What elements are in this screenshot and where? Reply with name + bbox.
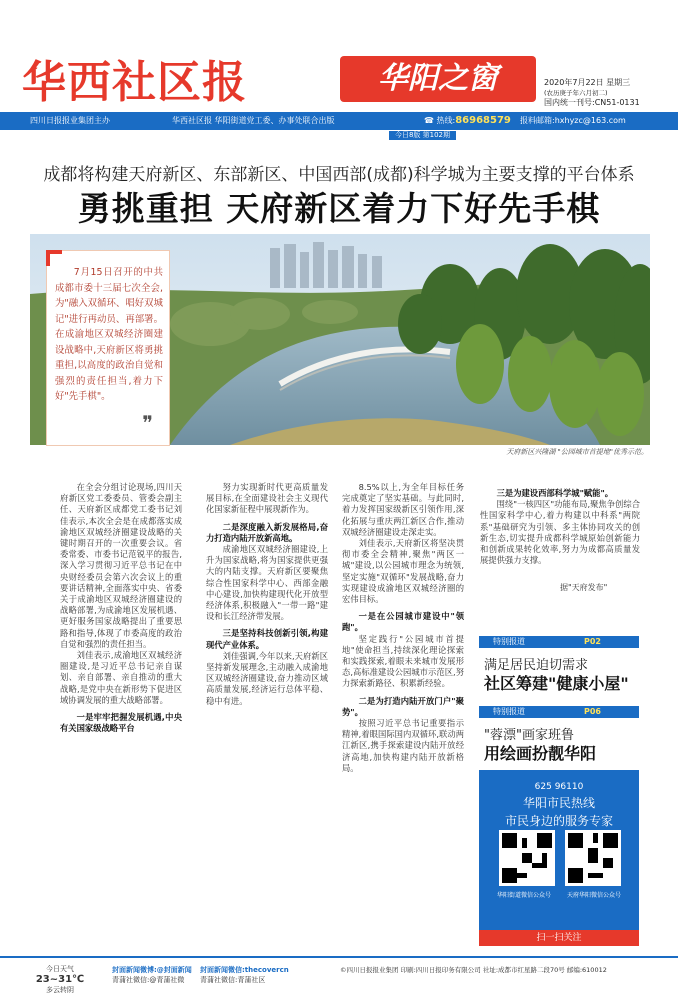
body-paragraph: 坚定践行"公园城市首提地"使命担当,持续深化理论探索和实践探索,着眼未来城市发展形态,高标准建设公园城市示范区,努力探索新路径、积累新经验。 [342, 633, 464, 689]
hotline-name: 华阳市民热线 [522, 796, 595, 810]
footer-legal: ©四川日报报业集团 印刷:四川日报印务有限公司 社址:成都市红星路二段70号 邮编:610012 [340, 966, 607, 974]
masthead-info [544, 78, 640, 108]
photo-caption: 天府新区兴隆湖 "公园城市首提地"优秀示范。 [506, 448, 648, 456]
edition-bar: 今日8版 第102期 [0, 130, 678, 140]
body-paragraph: 8.5%以上,为全年目标任务完成奠定了坚实基础。与此同时,着力发挥国家级新区引领作用,深化拓展与重庆两江新区合作,推动双城经济圈建设走深走实。 [342, 482, 464, 537]
qr-code-icon[interactable] [499, 830, 555, 886]
slogan: 华西社区报 华阳街道党工委、办事处联合出版 [172, 116, 335, 125]
footer [0, 956, 678, 1000]
lunar-date: (农历庚子年六月初二) [544, 89, 608, 97]
body-paragraph: 成渝地区双城经济圈建设,上升为国家战略,将为国家提供更强大的内陆支撑。天府新区要聚焦综合性国家科学中心、西部金融中心建设,加快构建现代化开放型经济体系,积极融入"一带一路"建设和长江经济带发展。 [206, 544, 328, 622]
qr1-caption: 华阳街道微信公众号 [496, 892, 551, 899]
body-paragraph: 按照习近平总书记重要指示精神,着眼国际国内双循环,联动两江新区,携手探索建设内陆开放经济高地,加快构建内陆开放新格局。 [342, 718, 464, 773]
publisher: 四川日报报业集团主办 [30, 116, 110, 125]
scan-label: 扫一扫关注 [479, 930, 639, 946]
qr2-caption: 天府华阳微信公众号 [566, 892, 621, 899]
weather [30, 964, 90, 995]
section-subhead: 二是深度融入新发展格局,奋力打造内陆开放新高地。 [206, 521, 328, 543]
promo-2-main[interactable]: 用绘画扮靓华阳 [484, 744, 597, 763]
section-subhead: 一是牢牢把握发展机遇,中央有关国家级战略平台 [60, 712, 182, 734]
body-paragraph: 努力实现新时代更高质量发展目标,在全面建设社会主义现代化国家新征程中展现新作为。 [206, 482, 328, 515]
body-paragraph: 围绕"一核四区"功能布局,聚焦争创综合性国家科学中心,着力构建以中科系"两院系"基础研究为引领、多主体协同攻关的创新生态,切实提升成都科学城原始创新能力和创新成果转化效率,努力为成都高质量发展提供强力支撑。 [480, 499, 640, 566]
body-column-3 [342, 482, 464, 774]
lead-corner-accent [46, 250, 62, 266]
section-subhead: 一是在公园城市建设中"领跑"。 [342, 611, 464, 633]
promo-tag-1: 特别报道 P02 [479, 636, 639, 648]
section-subhead: 二是为打造内陆开放门户"聚势"。 [342, 695, 464, 717]
footer-weibo: 封面新闻微博:@封面新闻 青蒲社微信:@青蒲社微 [112, 966, 192, 984]
body-paragraph: 刘佳表示,天府新区将坚决贯彻市委全会精神,聚焦"两区一城"建设,以公园城市理念为统领,坚定实施"双循环"发展战略,奋力实现建设成渝地区双城经济圈的宏伟目标。 [342, 538, 464, 605]
body-paragraph: 刘佳强调,今年以来,天府新区坚持新发展理念,主动融入成渝地区双城经济圈建设,奋力推动区域高质量发展,经济运行总体平稳、稳中有进。 [206, 650, 328, 706]
source-credit: 据"天府发布" [560, 583, 608, 592]
promo-2-sub[interactable]: "蓉漂"画家班鲁 [484, 728, 574, 743]
weather-desc: 多云转阴 [46, 986, 74, 994]
qr-code-icon[interactable] [565, 830, 621, 886]
headline: 勇挑重担 天府新区着力下好先手棋 [77, 189, 601, 228]
phone-icon: ☎ [424, 116, 434, 125]
masthead-title: 华西社区报 [22, 57, 247, 108]
weather-label: 今日天气 [46, 965, 74, 973]
weather-temp: 23~31℃ [35, 974, 85, 985]
issue-date: 2020年7月22日 星期三 [544, 78, 631, 87]
section-subhead: 三是为建设西部科学城"赋能"。 [496, 488, 614, 498]
hotline-box [479, 770, 639, 946]
body-column-2 [206, 482, 328, 707]
hotline-desc: 市民身边的服务专家 [504, 814, 613, 828]
promo-tag-2: 特别报道 P06 [479, 706, 639, 718]
body-column-4 [480, 482, 640, 566]
hotline-number: 625 96110 [534, 782, 584, 792]
promo-1-main[interactable]: 社区筹建"健康小屋" [484, 674, 629, 693]
body-paragraph: 刘佳表示,成渝地区双城经济圈建设,是习近平总书记亲自谋划、亲自部署、亲自推动的重大战略,是党中央在新形势下促进区域协调发展的重大战略部署。 [60, 650, 182, 705]
kicker: 成都将构建天府新区、东部新区、中国西部(成都)科学城为主要支撑的平台体系 [43, 165, 635, 185]
publisher-strip [0, 112, 678, 130]
body-paragraph: 在全会分组讨论现场,四川天府新区党工委委员、管委会副主任、天府新区成都党工委书记刘佳表示,本次全会是在成都落实成渝地区双城经济圈建设战略的关键时期召开的一次重要会议。省委常委、市委书记范锐平的报告,深入学习贯彻习近平总书记在中央财经委员会第六次会议上的重要讲话精神,全面落实中央、省委关于成渝地区双城经济圈建设的战略部署,为成渝地区发展机遇、更好服务国家战略提出了重要思路和指导,体现了市委高度的政治自觉和强烈的责任担当。 [60, 482, 182, 649]
promo-1-sub[interactable]: 满足居民迫切需求 [484, 658, 589, 673]
section-subhead: 三是坚持科技创新引领,构建现代产业体系。 [206, 628, 328, 650]
lead-text: 7月15日召开的中共成都市委十三届七次全会,为"融入双循环、唱好双城记"进行再动员、再部署。在成渝地区双城经济圈建设战略中,天府新区将勇挑重担,以高度的政治自觉和强烈的责任担当,着力下好"先手棋"。 [55, 267, 163, 402]
lead-box [46, 250, 170, 446]
footer-wechat: 封面新闻微信:thecovercn 青蒲社微信:青蒲社区 [200, 966, 289, 984]
hotline: ☎ 热线:86968579 [424, 115, 511, 126]
quote-mark-icon: ❞ [142, 411, 153, 435]
body-column-1 [60, 482, 182, 734]
email[interactable]: 报料邮箱:hxhyzc@163.com [520, 116, 626, 125]
masthead-badge: 华阳之窗 [340, 56, 536, 102]
issn: 国内统一刊号:CN51-0131 [544, 98, 640, 107]
masthead [0, 0, 678, 112]
